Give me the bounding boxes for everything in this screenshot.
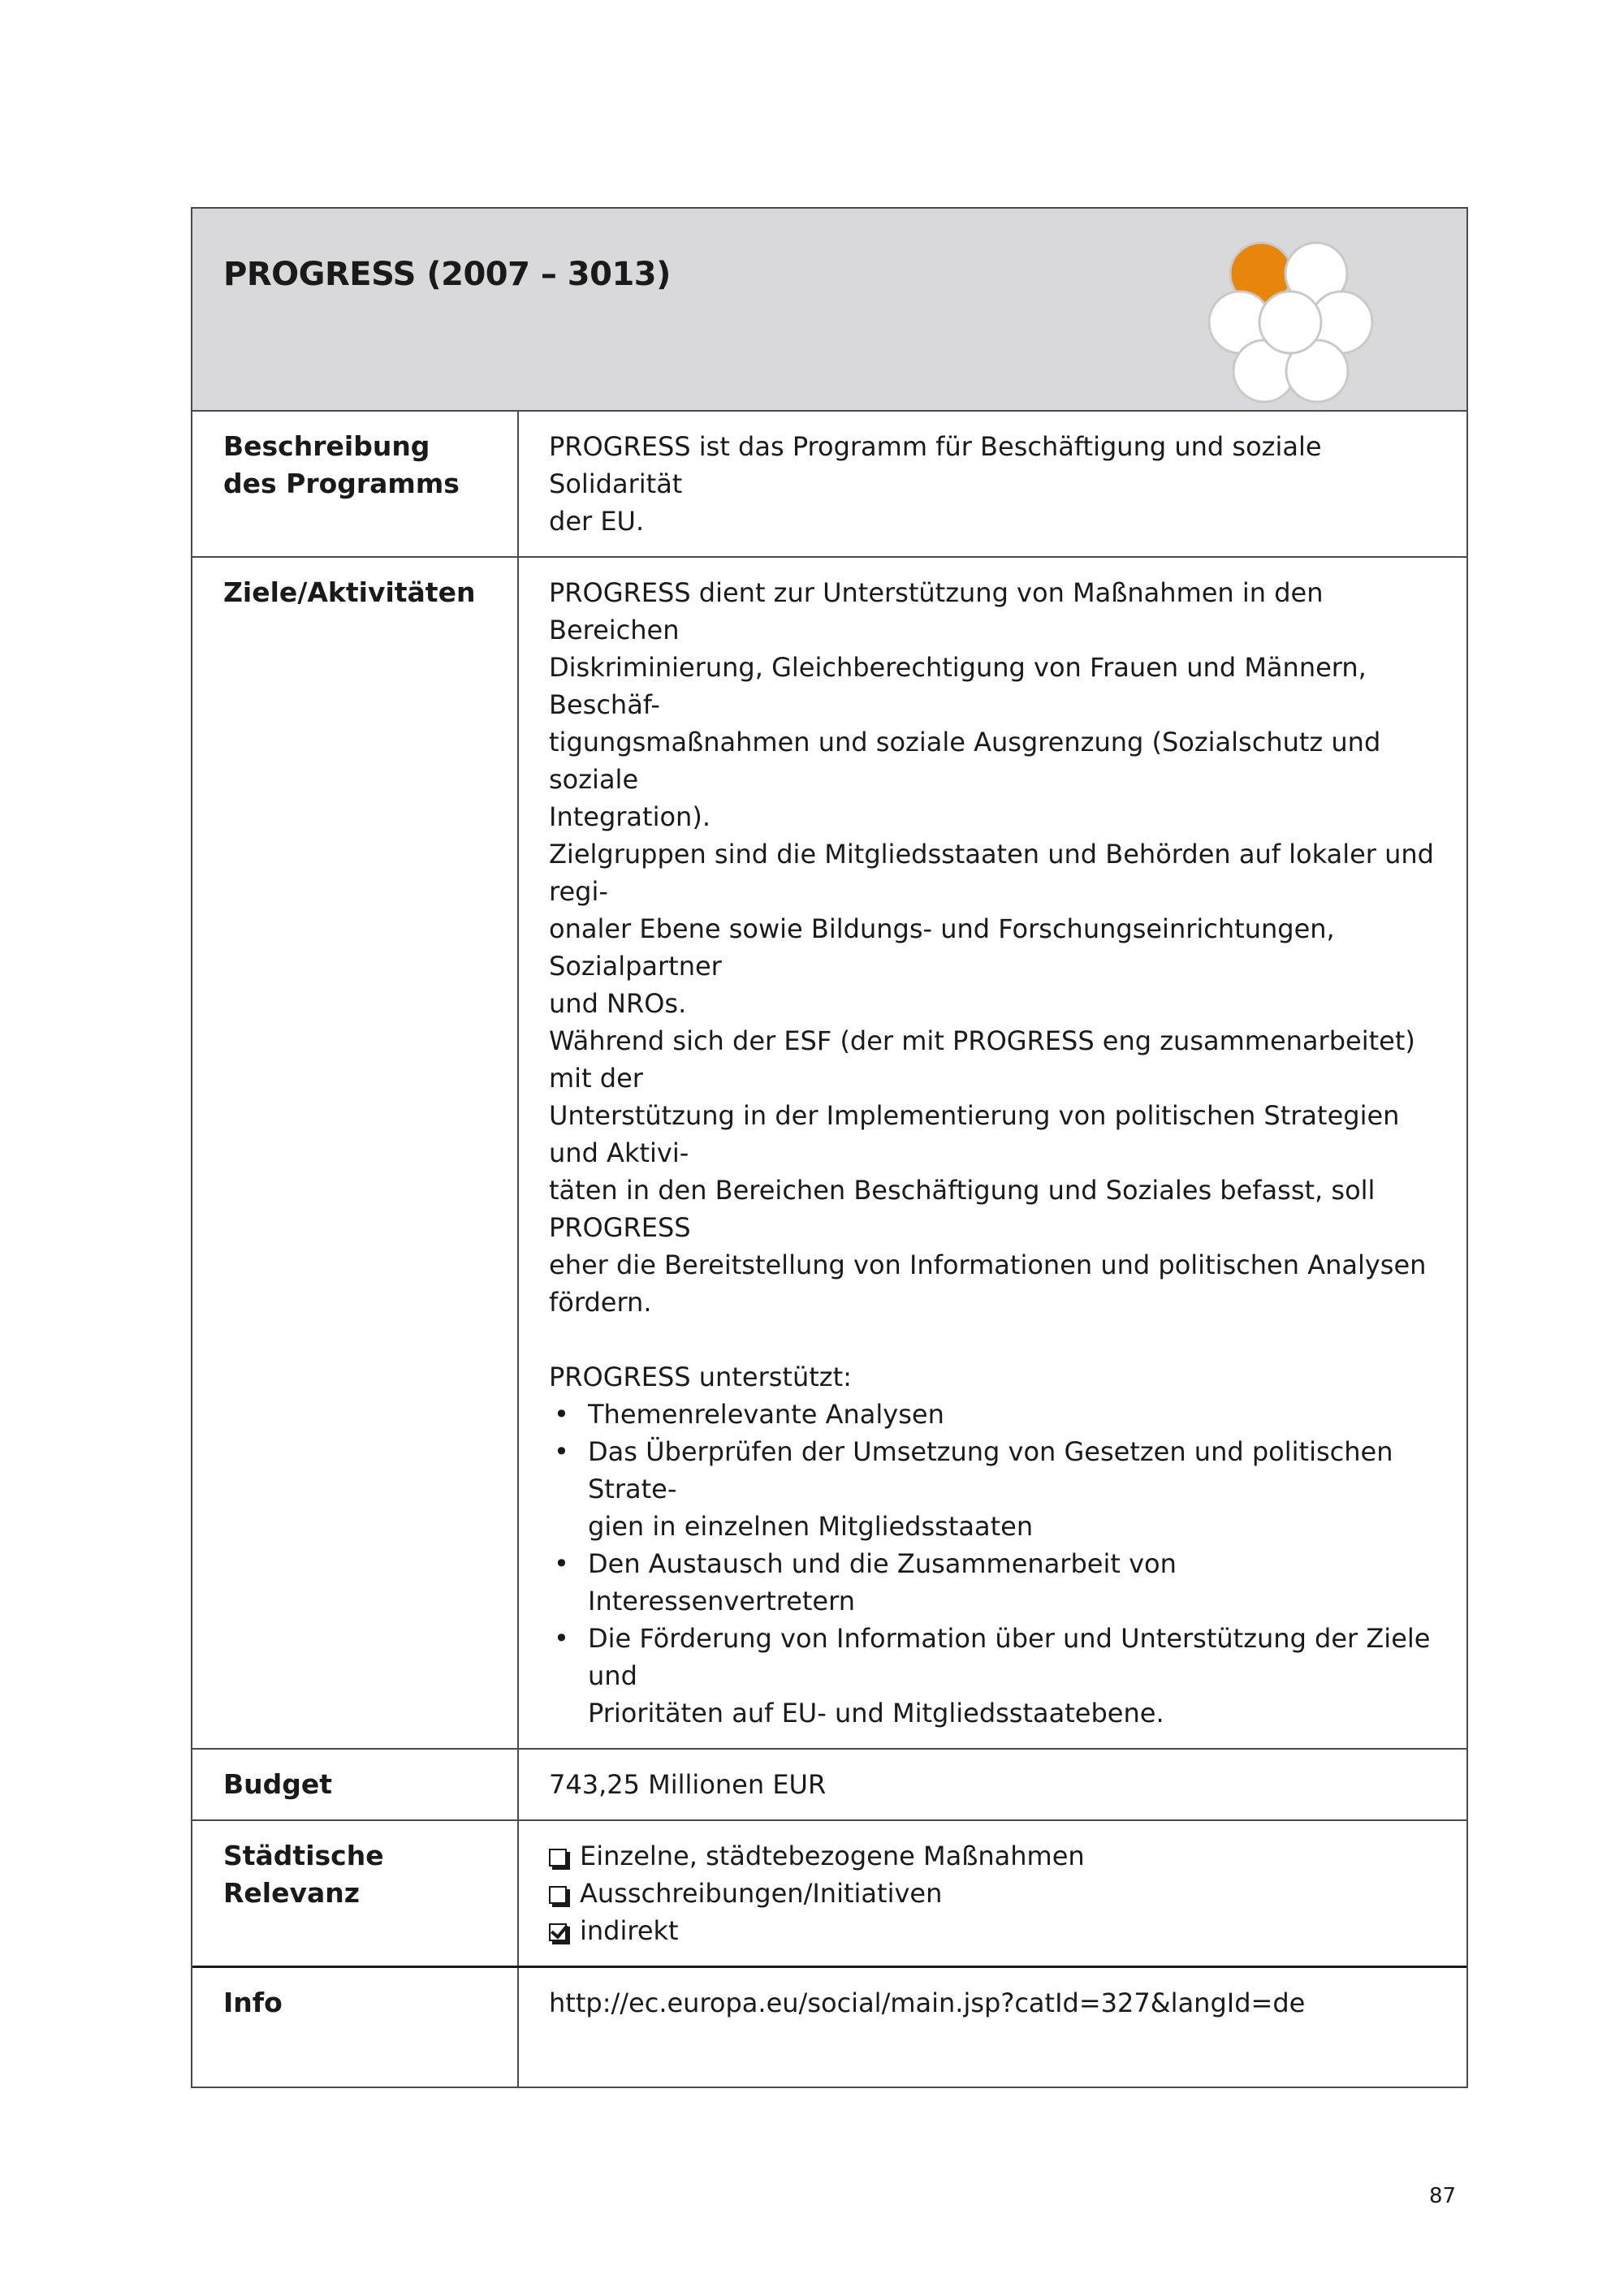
text-line: Unterstützung in der Implementierung von politischen Strategien und Aktivi- (549, 1100, 1400, 1168)
checkbox-label: Einzelne, städtebezogene Maßnahmen (580, 1841, 1085, 1871)
row-relevanz (192, 1819, 1466, 1966)
program-header (192, 209, 1466, 412)
label-cell: Städtische Relevanz (192, 1821, 519, 1966)
list-item-line: • Das Überprüfen der Umsetzung von Gesetzen und politischen Strate- (588, 1436, 1393, 1504)
text-line: PROGRESS ist das Programm für Beschäftigung und soziale Solidarität (549, 431, 1322, 499)
label-cell: Budget (192, 1750, 519, 1819)
list-item-line: gien in einzelnen Mitgliedsstaaten (588, 1511, 1034, 1542)
text-line: Zielgruppen sind die Mitgliedsstaaten und Behörden auf lokaler und regi- (549, 839, 1434, 907)
checkbox-checked-icon (549, 1923, 567, 1941)
checkbox-unchecked-icon (549, 1886, 567, 1904)
text-line: PROGRESS dient zur Unterstützung von Maßnahmen in den Bereichen (549, 577, 1324, 645)
supports-intro: PROGRESS unterstützt: (549, 1362, 852, 1392)
checkbox-option (549, 1837, 1436, 1875)
value-cell (519, 412, 1466, 556)
list-item (549, 1545, 1436, 1620)
flower-logo-icon (1207, 225, 1402, 404)
list-item (549, 1396, 1436, 1433)
flower-center (1259, 291, 1321, 353)
text-line: täten in den Bereichen Beschäftigung und Soziales befasst, soll PROGRESS (549, 1175, 1376, 1243)
supports-list (549, 1396, 1436, 1732)
text-line: eher die Bereitstellung von Informationen und politischen Analysen fördern. (549, 1249, 1427, 1318)
text-line: onaler Ebene sowie Bildungs- und Forschungseinrichtungen, Sozialpartner (549, 913, 1335, 982)
text-line: tigungsmaßnahmen und soziale Ausgrenzung (Sozialschutz und soziale (549, 727, 1381, 795)
checkbox-label: indirekt (580, 1915, 679, 1946)
list-item (549, 1433, 1436, 1545)
list-item-line: • Den Austausch und die Zusammenarbeit von Interessenvertretern (588, 1548, 1177, 1616)
checkbox-label: Ausschreibungen/Initiativen (580, 1878, 943, 1909)
program-sheet (191, 207, 1468, 2088)
row-info (192, 1966, 1466, 2087)
text-line: Diskriminierung, Gleichberechtigung von Frauen und Männern, Beschäf- (549, 652, 1367, 720)
row-budget (192, 1748, 1466, 1819)
label-cell: Info (192, 1968, 519, 2087)
info-link[interactable]: http://ec.europa.eu/social/main.jsp?catId=327&langId=de (549, 1987, 1306, 2018)
checkbox-unchecked-icon (549, 1849, 567, 1867)
label-cell: Ziele/Aktivitäten (192, 558, 519, 1748)
paragraph-gap (549, 1321, 1436, 1358)
checkbox-option (549, 1912, 1436, 1949)
text-line: und NROs. (549, 988, 687, 1019)
budget-value: 743,25 Millionen EUR (549, 1769, 827, 1800)
page-number: 87 (1429, 2184, 1457, 2208)
row-ziele (192, 556, 1466, 1748)
list-item-line: Prioritäten auf EU- und Mitgliedsstaatebene. (588, 1698, 1164, 1728)
value-cell (519, 1821, 1466, 1966)
row-beschreibung (192, 412, 1466, 556)
text-line: Integration). (549, 801, 710, 832)
list-item-line: • Die Förderung von Information über und Unterstützung der Ziele und (588, 1623, 1431, 1691)
program-title: PROGRESS (2007 – 3013) (223, 256, 671, 293)
text-line: Während sich der ESF (der mit PROGRESS eng zusammenarbeitet) mit der (549, 1025, 1415, 1094)
label-line: des Programms (223, 468, 460, 499)
label-line: Beschreibung (223, 430, 430, 462)
checkbox-option (549, 1875, 1436, 1912)
label-cell (192, 412, 519, 556)
list-item-line: • Themenrelevante Analysen (588, 1399, 944, 1430)
value-cell (519, 558, 1466, 1748)
text-line: der EU. (549, 506, 645, 537)
list-item (549, 1620, 1436, 1732)
